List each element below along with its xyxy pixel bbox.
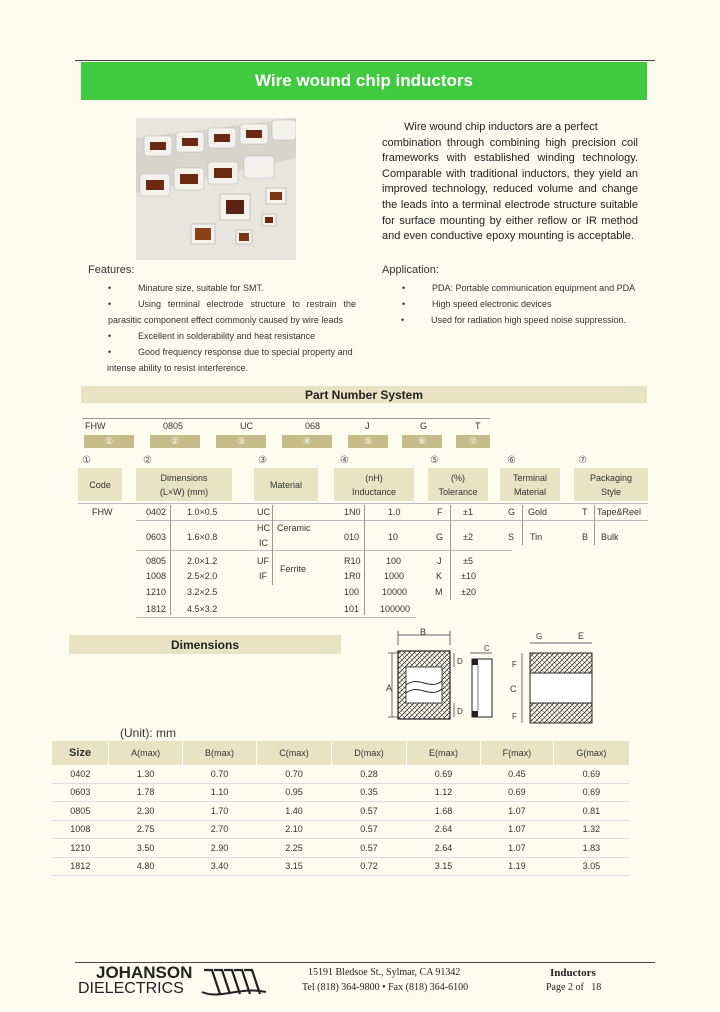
intro-line1: Wire wound chip inductors are a perfect — [404, 121, 598, 133]
dimensions-cell: 4.80 — [109, 857, 183, 876]
dimensions-cell: 0805 — [52, 802, 109, 821]
top-rule — [75, 60, 655, 61]
diagram-label-e: E — [578, 631, 585, 641]
application-list: • PDA: Portable communication equipment and PDA • High speed electronic devices • Used for radiation high speed noise suppression. — [401, 283, 636, 325]
pn-code-material: UC — [240, 421, 253, 431]
pn-ind-code: 100 — [344, 587, 360, 597]
pn-tol-value: ±5 — [463, 556, 473, 566]
pn-ind-code: 1N0 — [344, 507, 361, 517]
dimensions-cell: 1812 — [52, 857, 109, 876]
pn-header-dimensions: Dimensions (L×W) (mm) — [136, 468, 232, 501]
pn-material-ceramic: Ceramic — [277, 523, 311, 533]
pn-col-rule — [594, 505, 595, 545]
pn-pack-code: T — [582, 507, 588, 517]
dimensions-cell: 1.68 — [407, 802, 481, 821]
application-title: Application: — [382, 264, 439, 276]
dimensions-cell: 0.95 — [256, 783, 331, 802]
pn-header-code: Code — [78, 468, 122, 501]
dimensions-cell: 2.70 — [183, 820, 257, 839]
dimensions-cell: 0.69 — [553, 783, 629, 802]
circ-2: ② — [143, 455, 152, 466]
diagram-label-d2: D — [457, 707, 463, 716]
pn-dim-lw: 2.0×1.2 — [187, 556, 218, 566]
pn-code-terminal: G — [420, 421, 428, 431]
dimensions-cell: 1.07 — [480, 802, 553, 821]
pn-ind-value: 100000 — [380, 604, 411, 614]
dimensions-cell: 1.19 — [480, 857, 553, 876]
feature-item: Excellent in solderability and heat resistance — [138, 331, 316, 341]
dimensions-cell: 0.70 — [256, 765, 331, 783]
pn-term-value: Gold — [528, 507, 548, 517]
pn-code-tolerance: J — [365, 421, 370, 431]
dimensions-cell: 2.30 — [109, 802, 183, 821]
dimensions-cell: 1.32 — [553, 820, 629, 839]
pn-term-code: S — [508, 532, 515, 542]
pn-dim-size: 1008 — [146, 571, 167, 581]
pn-box-5: ⑤ — [348, 435, 388, 448]
pn-row-rule — [136, 520, 648, 521]
dimensions-cell: 0.69 — [553, 765, 629, 783]
pn-term-value: Tin — [530, 532, 543, 542]
pn-pack-code: B — [582, 532, 589, 542]
dimensions-cell: 2.64 — [407, 820, 481, 839]
pn-header-terminal: Terminal Material — [500, 468, 560, 501]
feature-item: Good frequency response due to special property and — [138, 347, 353, 357]
application-item: High speed electronic devices — [432, 299, 552, 309]
dimensions-cell: 0402 — [52, 765, 109, 783]
pn-tol-value: ±1 — [463, 507, 473, 517]
dimensions-cell: 0.72 — [332, 857, 407, 876]
pn-row-rule — [136, 550, 512, 551]
page-title: Wire wound chip inductors — [81, 62, 647, 100]
pn-header-inductance: (nH) Inductance — [334, 468, 414, 501]
pn-rule — [82, 418, 490, 419]
pn-row-rule — [78, 503, 648, 504]
pn-box-7: ⑦ — [456, 435, 490, 448]
dimensions-cell: 1210 — [52, 839, 109, 858]
pn-col-rule — [450, 505, 451, 600]
pn-pack-value: Tape&Reel — [597, 507, 642, 517]
diagram-label-f: F — [512, 660, 517, 669]
dimensions-cell: 0.69 — [480, 783, 553, 802]
dimensions-cell: 3.40 — [183, 857, 257, 876]
intro-rest: combination through combining high precision coil frameworks with established winding technology. Comparable with traditional inductors, they yield an improved technology, reduced volume and change the leads into a terminal electrode structure suitable for surface mounting by either reflow or IR method and even conductive epoxy mounting is acceptable. — [382, 136, 638, 243]
pn-dim-size: 1812 — [146, 604, 167, 614]
pn-box-3: ③ — [216, 435, 266, 448]
dimensions-cell: 1.83 — [553, 839, 629, 858]
pn-box-6: ⑥ — [402, 435, 442, 448]
diagram-label-c2: C — [510, 684, 517, 694]
logo-johanson: JOHANSON — [96, 963, 193, 982]
pn-ind-code: 101 — [344, 604, 360, 614]
dimensions-cell: 1.07 — [480, 839, 553, 858]
pn-tol-value: ±20 — [461, 587, 476, 597]
dimensions-cell: 0.57 — [332, 802, 407, 821]
feature-item: Using terminal electrode structure to restrain the — [138, 299, 356, 309]
dimensions-cell: 1.70 — [183, 802, 257, 821]
dimensions-title: Dimensions — [69, 635, 341, 654]
pn-code-inductance: 068 — [305, 421, 321, 431]
dimensions-cell: 0.45 — [480, 765, 553, 783]
col-c: C(max) — [256, 741, 331, 765]
dimensions-cell: 3.50 — [109, 839, 183, 858]
diagram-label-c: C — [484, 644, 490, 653]
diagram-label-a: A — [386, 683, 393, 693]
col-size: Size — [52, 741, 109, 765]
pn-ind-value: 100 — [386, 556, 402, 566]
pn-pack-value: Bulk — [601, 532, 619, 542]
footer-address: 15191 Bledsoe St., Sylmar, CA 91342 — [308, 967, 461, 978]
dimensions-cell: 3.15 — [256, 857, 331, 876]
pn-box-2: ② — [150, 435, 200, 448]
pn-dim-lw: 1.0×0.5 — [187, 507, 218, 517]
application-item: Used for radiation high speed noise suppression. — [431, 315, 627, 325]
dimensions-cell: 1008 — [52, 820, 109, 839]
col-d: D(max) — [332, 741, 407, 765]
pn-dim-size: 0603 — [146, 532, 167, 542]
dimensions-cell: 0.35 — [332, 783, 407, 802]
pn-col-rule — [170, 505, 171, 615]
pn-dim-lw: 1.6×0.8 — [187, 532, 218, 542]
dimensions-row — [52, 765, 630, 783]
pn-material-code: UF — [257, 556, 269, 566]
pn-tol-code: G — [436, 532, 444, 542]
pn-code-size: 0805 — [163, 421, 184, 431]
pn-row-rule — [136, 617, 416, 618]
application-item: PDA: Portable communication equipment and PDA — [432, 283, 636, 293]
pn-ind-value: 10000 — [382, 587, 408, 597]
pn-dim-lw: 3.2×2.5 — [187, 587, 218, 597]
pn-dim-lw: 4.5×3.2 — [187, 604, 218, 614]
pn-material-code: IF — [259, 571, 267, 581]
part-number-title: Part Number System — [81, 386, 647, 403]
col-g: G(max) — [553, 741, 629, 765]
logo-dielectrics: DIELECTRICS — [78, 980, 184, 997]
pn-dim-lw: 2.5×2.0 — [187, 571, 218, 581]
footer-page: Page 2 of 18 — [546, 982, 602, 993]
pn-tol-code: M — [435, 587, 443, 597]
dimensions-row — [52, 783, 630, 802]
pn-code-fhw: FHW — [85, 421, 106, 431]
circ-7: ⑦ — [578, 455, 587, 466]
circ-1: ① — [82, 455, 91, 466]
pn-tol-code: J — [437, 556, 442, 566]
circ-6: ⑥ — [507, 455, 516, 466]
product-photo — [136, 118, 296, 260]
pn-box-1: ① — [84, 435, 134, 448]
col-e: E(max) — [407, 741, 481, 765]
dimensions-cell: 0.81 — [553, 802, 629, 821]
pn-term-code: G — [508, 507, 516, 517]
dimensions-row — [52, 802, 630, 821]
pn-dim-size: 1210 — [146, 587, 167, 597]
dimensions-cell: 1.10 — [183, 783, 257, 802]
pn-code-packaging: T — [475, 421, 481, 431]
dimensions-cell: 1.30 — [109, 765, 183, 783]
pn-col-rule — [272, 505, 273, 585]
dimensions-cell: 0.57 — [332, 820, 407, 839]
dimensions-cell: 0.28 — [332, 765, 407, 783]
dimensions-cell: 2.25 — [256, 839, 331, 858]
pn-ind-value: 1.0 — [388, 507, 401, 517]
pn-col-rule — [522, 505, 523, 545]
dimensions-cell: 2.10 — [256, 820, 331, 839]
dimensions-cell: 1.78 — [109, 783, 183, 802]
diagram-label-g: G — [536, 632, 543, 641]
pn-header-tolerance: (%) Tolerance — [428, 468, 488, 501]
pn-box-4: ④ — [282, 435, 332, 448]
dimensions-cell: 1.40 — [256, 802, 331, 821]
dimensions-cell: 0.69 — [407, 765, 481, 783]
dimensions-cell: 0.57 — [332, 839, 407, 858]
diagram-label-b: B — [420, 627, 427, 637]
pn-header-packaging: Packaging Style — [574, 468, 648, 501]
pn-ind-value: 10 — [388, 532, 399, 542]
pn-tol-code: F — [437, 507, 443, 517]
dimensions-row — [52, 857, 630, 876]
pn-ind-code: R10 — [344, 556, 361, 566]
pn-dim-size: 0805 — [146, 556, 167, 566]
dimensions-row — [52, 839, 630, 858]
pn-code-value: FHW — [92, 507, 113, 517]
pn-header-material: Material — [254, 468, 318, 501]
pn-material-code: UC — [257, 507, 270, 517]
diagram-label-d: D — [457, 657, 463, 666]
pn-ind-code: 010 — [344, 532, 360, 542]
footer-section: Inductors — [550, 967, 596, 979]
feature-item-cont: intense ability to resist interference. — [107, 363, 249, 373]
dimensions-table — [52, 741, 630, 876]
features-list: • Minature size, suitable for SMT. • Using terminal electrode structure to restrain the parasitic component effect commonly caused by wire leads • Excellent in solderability and heat resistance • Good frequency response due to special property and intense ability to resist interference. — [108, 280, 356, 376]
pn-ind-code: 1R0 — [344, 571, 361, 581]
col-a: A(max) — [109, 741, 183, 765]
dimensions-header-row — [52, 741, 630, 765]
dimensions-cell: 1.12 — [407, 783, 481, 802]
dimensions-cell: 0.70 — [183, 765, 257, 783]
diagram-label-f2: F — [512, 712, 517, 721]
pn-material-code: IC — [259, 538, 268, 548]
pn-col-rule — [364, 505, 365, 615]
feature-item: Minature size, suitable for SMT. — [138, 283, 264, 293]
intro-paragraph — [382, 120, 638, 245]
dimensions-cell: 3.15 — [407, 857, 481, 876]
logo-capacitor-icon — [200, 966, 270, 998]
dimension-diagram — [382, 625, 642, 730]
pn-material-ferrite: Ferrite — [280, 564, 307, 574]
dimensions-row — [52, 820, 630, 839]
col-b: B(max) — [183, 741, 257, 765]
pn-tol-code: K — [436, 571, 443, 581]
footer-phone: Tel (818) 364-9800 • Fax (818) 364-6100 — [302, 982, 469, 993]
pn-tol-value: ±2 — [463, 532, 473, 542]
pn-material-code: HC — [257, 523, 270, 533]
unit-label: (Unit): mm — [120, 726, 176, 740]
dimensions-cell: 2.75 — [109, 820, 183, 839]
circ-3: ③ — [258, 455, 267, 466]
features-title: Features: — [88, 264, 135, 276]
dimensions-cell: 0603 — [52, 783, 109, 802]
pn-dim-size: 0402 — [146, 507, 167, 517]
circ-5: ⑤ — [430, 455, 439, 466]
pn-ind-value: 1000 — [384, 571, 405, 581]
dimensions-cell: 2.64 — [407, 839, 481, 858]
circ-4: ④ — [340, 455, 349, 466]
pn-tol-value: ±10 — [461, 571, 476, 581]
feature-item-cont: parasitic component effect commonly caused by wire leads — [108, 315, 343, 325]
dimensions-cell: 3.05 — [553, 857, 629, 876]
col-f: F(max) — [480, 741, 553, 765]
dimensions-cell: 2.90 — [183, 839, 257, 858]
dimensions-cell: 1.07 — [480, 820, 553, 839]
